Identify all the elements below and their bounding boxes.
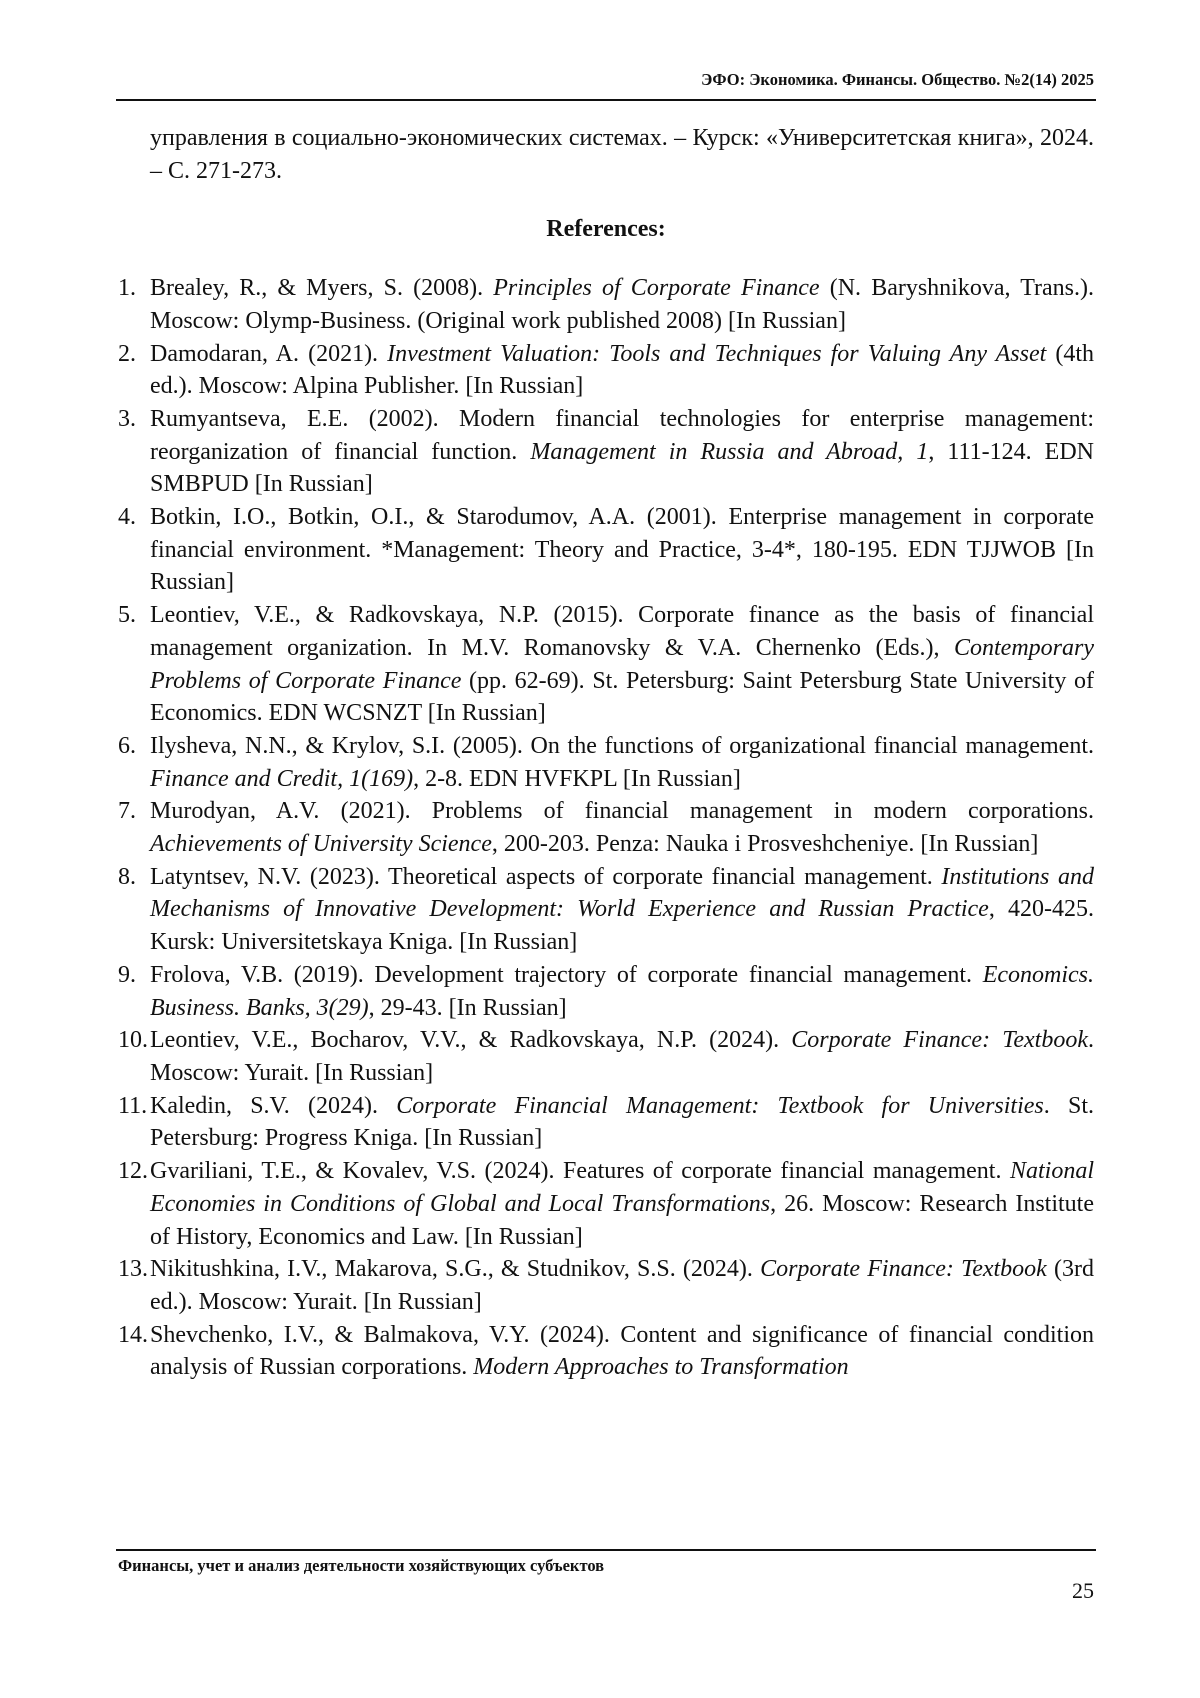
reference-item: [118, 272, 1094, 337]
reference-number: 7.: [118, 795, 150, 860]
reference-item: [118, 501, 1094, 599]
reference-segment: , 111-124. EDN SMBPUD [In Russian]: [150, 439, 1094, 498]
reference-segment: Kaledin, S.V. (2024).: [150, 1093, 396, 1119]
reference-text: [150, 959, 1094, 1024]
reference-segment: Shevchenko, I.V., & Balmakova, V.Y. (2024). Content and significance of financial condition analysis of Russian corporations.: [150, 1322, 1094, 1381]
reference-number: 4.: [118, 501, 150, 599]
reference-number: 14.: [118, 1319, 150, 1384]
reference-segment: , 29-43. [In Russian]: [369, 995, 567, 1021]
reference-title-italic: Corporate Finance: Textbook: [791, 1027, 1088, 1053]
reference-number: 5.: [118, 599, 150, 730]
reference-segment: Nikitushkina, I.V., Makarova, S.G., & Studnikov, S.S. (2024).: [150, 1256, 760, 1282]
reference-segment: , 26. Moscow: Research Institute of History, Economics and Law. [In Russian]: [150, 1191, 1094, 1250]
reference-title-italic: National Economies in Conditions of Global and Local Transformations: [150, 1158, 1094, 1217]
reference-segment: Ilysheva, N.N., & Krylov, S.I. (2005). On the functions of organizational financial management.: [150, 733, 1094, 759]
reference-number: 2.: [118, 338, 150, 403]
reference-text: [150, 501, 1094, 599]
reference-text: [150, 403, 1094, 501]
header-rule: [116, 99, 1096, 101]
reference-title-italic: Modern Approaches to Transformation: [473, 1354, 848, 1380]
reference-segment: Rumyantseva, E.E. (2002). Modern financial technologies for enterprise management: reorganization of financial function.: [150, 406, 1094, 465]
reference-segment: Brealey, R., & Myers, S. (2008).: [150, 275, 493, 301]
references-title: References:: [118, 213, 1094, 246]
reference-text: [150, 730, 1094, 795]
references-list: [118, 272, 1094, 1384]
reference-segment: Murodyan, A.V. (2021). Problems of financial management in modern corporations.: [150, 798, 1094, 824]
continuation-text: управления в социально-экономических системах. – Курск: «Университетская книга», 2024. – С. 271-273.: [150, 122, 1094, 187]
reference-number: 1.: [118, 272, 150, 337]
reference-item: [118, 730, 1094, 795]
reference-segment: (3rd ed.). Moscow: Yurait. [In Russian]: [150, 1256, 1094, 1315]
footer-rule: [116, 1549, 1096, 1551]
reference-title-italic: Contemporary Problems of Corporate Finance: [150, 635, 1094, 694]
reference-title-italic: Institutions and Mechanisms of Innovative Development: World Experience and Russian Practice: [150, 864, 1094, 923]
reference-segment: , 420-425. Kursk: Universitetskaya Kniga. [In Russian]: [150, 896, 1094, 955]
reference-number: 12.: [118, 1155, 150, 1253]
reference-item: [118, 403, 1094, 501]
reference-segment: Leontiev, V.E., Bocharov, V.V., & Radkovskaya, N.P. (2024).: [150, 1027, 791, 1053]
reference-item: [118, 1319, 1094, 1384]
reference-text: [150, 1024, 1094, 1089]
reference-number: 11.: [118, 1090, 150, 1155]
reference-title-italic: Achievements of University Science: [150, 831, 492, 857]
reference-number: 10.: [118, 1024, 150, 1089]
reference-segment: Leontiev, V.E., & Radkovskaya, N.P. (2015). Corporate finance as the basis of financial management organization. In M.V. Romanovsky & V.A. Chernenko (Eds.),: [150, 602, 1094, 661]
reference-text: [150, 861, 1094, 959]
reference-item: [118, 1090, 1094, 1155]
page-number: 25: [1072, 1578, 1094, 1604]
reference-segment: Gvariliani, T.E., & Kovalev, V.S. (2024). Features of corporate financial management.: [150, 1158, 1010, 1184]
running-header: ЭФО: Экономика. Финансы. Общество. №2(14) 2025: [118, 70, 1094, 90]
reference-item: [118, 795, 1094, 860]
reference-title-italic: Corporate Financial Management: Textbook for Universities: [396, 1093, 1044, 1119]
reference-segment: Latyntsev, N.V. (2023). Theoretical aspects of corporate financial management.: [150, 864, 941, 890]
reference-item: [118, 1253, 1094, 1318]
reference-number: 9.: [118, 959, 150, 1024]
page-body: [118, 122, 1094, 1384]
reference-segment: (N. Baryshnikova, Trans.). Moscow: Olymp-Business. (Original work published 2008) [In Russian]: [150, 275, 1094, 334]
reference-text: [150, 1319, 1094, 1384]
reference-title-italic: Corporate Finance: Textbook: [760, 1256, 1047, 1282]
reference-item: [118, 959, 1094, 1024]
footer-section: Финансы, учет и анализ деятельности хозяйствующих субъектов: [118, 1556, 604, 1576]
reference-text: [150, 1090, 1094, 1155]
reference-text: [150, 272, 1094, 337]
reference-item: [118, 338, 1094, 403]
reference-number: 8.: [118, 861, 150, 959]
reference-text: [150, 1155, 1094, 1253]
reference-text: [150, 338, 1094, 403]
reference-item: [118, 1155, 1094, 1253]
reference-segment: , 2-8. EDN HVFKPL [In Russian]: [413, 766, 741, 792]
reference-number: 6.: [118, 730, 150, 795]
reference-title-italic: Investment Valuation: Tools and Techniques for Valuing Any Asset: [387, 341, 1046, 367]
reference-text: [150, 599, 1094, 730]
reference-text: [150, 1253, 1094, 1318]
reference-item: [118, 599, 1094, 730]
reference-segment: (pp. 62-69). St. Petersburg: Saint Petersburg State University of Economics. EDN WCSNZT [In Russian]: [150, 668, 1094, 727]
reference-item: [118, 1024, 1094, 1089]
reference-segment: Frolova, V.B. (2019). Development trajectory of corporate financial management.: [150, 962, 983, 988]
reference-segment: , 200-203. Penza: Nauka i Prosveshcheniye. [In Russian]: [492, 831, 1039, 857]
reference-title-italic: Economics. Business. Banks, 3(29): [150, 962, 1094, 1021]
reference-title-italic: Management in Russia and Abroad, 1: [530, 439, 928, 465]
reference-segment: Botkin, I.O., Botkin, O.I., & Starodumov, A.A. (2001). Enterprise management in corporate financial environment. *Management: Theory and Practice, 3-4*, 180-195. EDN TJJWOB [In Russian]: [150, 504, 1094, 595]
reference-title-italic: Finance and Credit, 1(169): [150, 766, 413, 792]
reference-segment: . Moscow: Yurait. [In Russian]: [150, 1027, 1094, 1086]
reference-item: [118, 861, 1094, 959]
reference-number: 13.: [118, 1253, 150, 1318]
reference-title-italic: Principles of Corporate Finance: [493, 275, 819, 301]
reference-segment: Damodaran, A. (2021).: [150, 341, 387, 367]
reference-segment: . St. Petersburg: Progress Kniga. [In Russian]: [150, 1093, 1094, 1152]
reference-text: [150, 795, 1094, 860]
reference-number: 3.: [118, 403, 150, 501]
reference-segment: (4th ed.). Moscow: Alpina Publisher. [In Russian]: [150, 341, 1094, 400]
